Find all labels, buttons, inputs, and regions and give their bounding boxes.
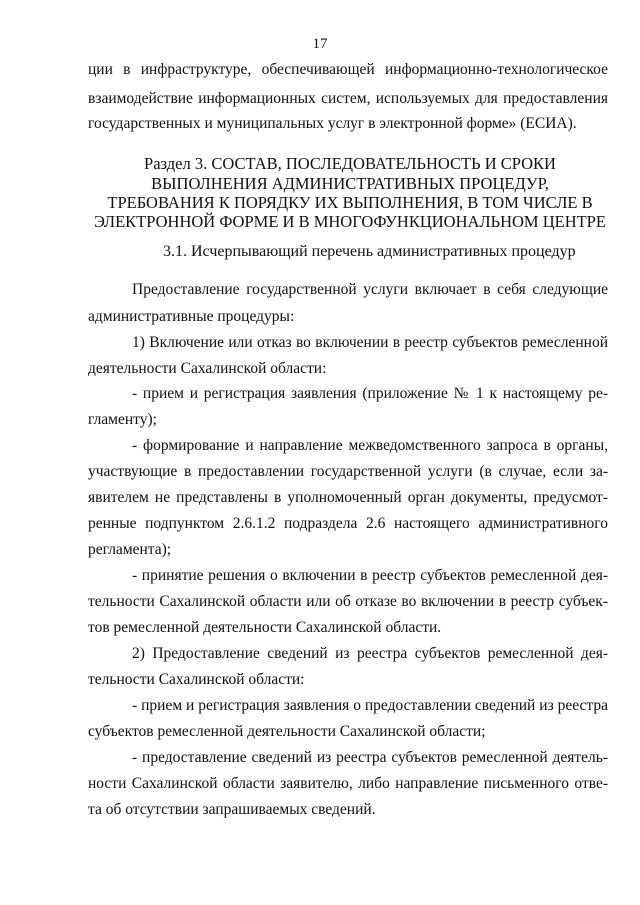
body-line: 1) Включение или отказ во включении в реестр субъектов ремесленной [132, 334, 608, 351]
body-line: гламенту); [88, 411, 157, 428]
body-line: тов ремесленной деятельности Сахалинской области. [88, 619, 442, 636]
body-line: - формирование и направление межведомственного запроса в органы, [132, 437, 608, 454]
body-line: тельности Сахалинской области или об отказе во включении в реестр субъек- [88, 593, 608, 610]
intro-line: государственных и муниципальных услуг в электронной форме» (ЕСИА). [88, 115, 577, 132]
body-line: ренные подпунктом 2.6.1.2 подраздела 2.6 настоящего административного [88, 515, 608, 532]
body-line: ности Сахалинской области заявителю, либо направление письменного отве- [88, 775, 608, 792]
page-number: 17 [312, 36, 328, 52]
section-heading-line: ЭЛЕКТРОННОЙ ФОРМЕ И В МНОГОФУНКЦИОНАЛЬНОМ ЦЕНТРЕ [94, 212, 606, 231]
subsection-heading: 3.1. Исчерпывающий перечень административных процедур [163, 243, 576, 260]
body-line: явителем не представлены в уполномоченный орган документы, предусмот- [88, 489, 608, 506]
body-line: - принятие решения о включении в реестр субъектов ремесленной дея- [132, 567, 608, 584]
body-line: деятельности Сахалинской области: [88, 360, 327, 377]
body-line: - прием и регистрация заявления о предоставлении сведений из реестра [132, 697, 608, 714]
body-line: Предоставление государственной услуги включает в себя следующие [132, 281, 608, 298]
body-line: регламента); [88, 541, 172, 558]
body-line: - предоставление сведений из реестра субъектов ремесленной деятель- [132, 749, 608, 766]
body-line: та об отсутствии запрашиваемых сведений. [88, 801, 376, 818]
body-line: участвующие в предоставлении государственной услуги (в случае, если за- [88, 463, 608, 480]
body-line: административные процедуры: [88, 308, 295, 325]
body-line: субъектов ремесленной деятельности Сахалинской области; [88, 723, 486, 740]
intro-line: ции в инфраструктуре, обеспечивающей информационно-технологическое [88, 61, 608, 78]
intro-line: взаимодействие информационных систем, используемых для предоставления [88, 90, 608, 107]
section-heading-line: ВЫПОЛНЕНИЯ АДМИНИСТРАТИВНЫХ ПРОЦЕДУР, [151, 174, 549, 193]
body-line: - прием и регистрация заявления (приложение № 1 к настоящему ре- [132, 385, 608, 402]
section-heading-line: Раздел 3. СОСТАВ, ПОСЛЕДОВАТЕЛЬНОСТЬ И СРОКИ [144, 154, 556, 173]
body-line: тельности Сахалинской области: [88, 671, 305, 688]
body-line: 2) Предоставление сведений из реестра субъектов ремесленной дея- [132, 645, 608, 662]
section-heading-line: ТРЕБОВАНИЯ К ПОРЯДКУ ИХ ВЫПОЛНЕНИЯ, В ТОМ ЧИСЛЕ В [107, 193, 593, 212]
